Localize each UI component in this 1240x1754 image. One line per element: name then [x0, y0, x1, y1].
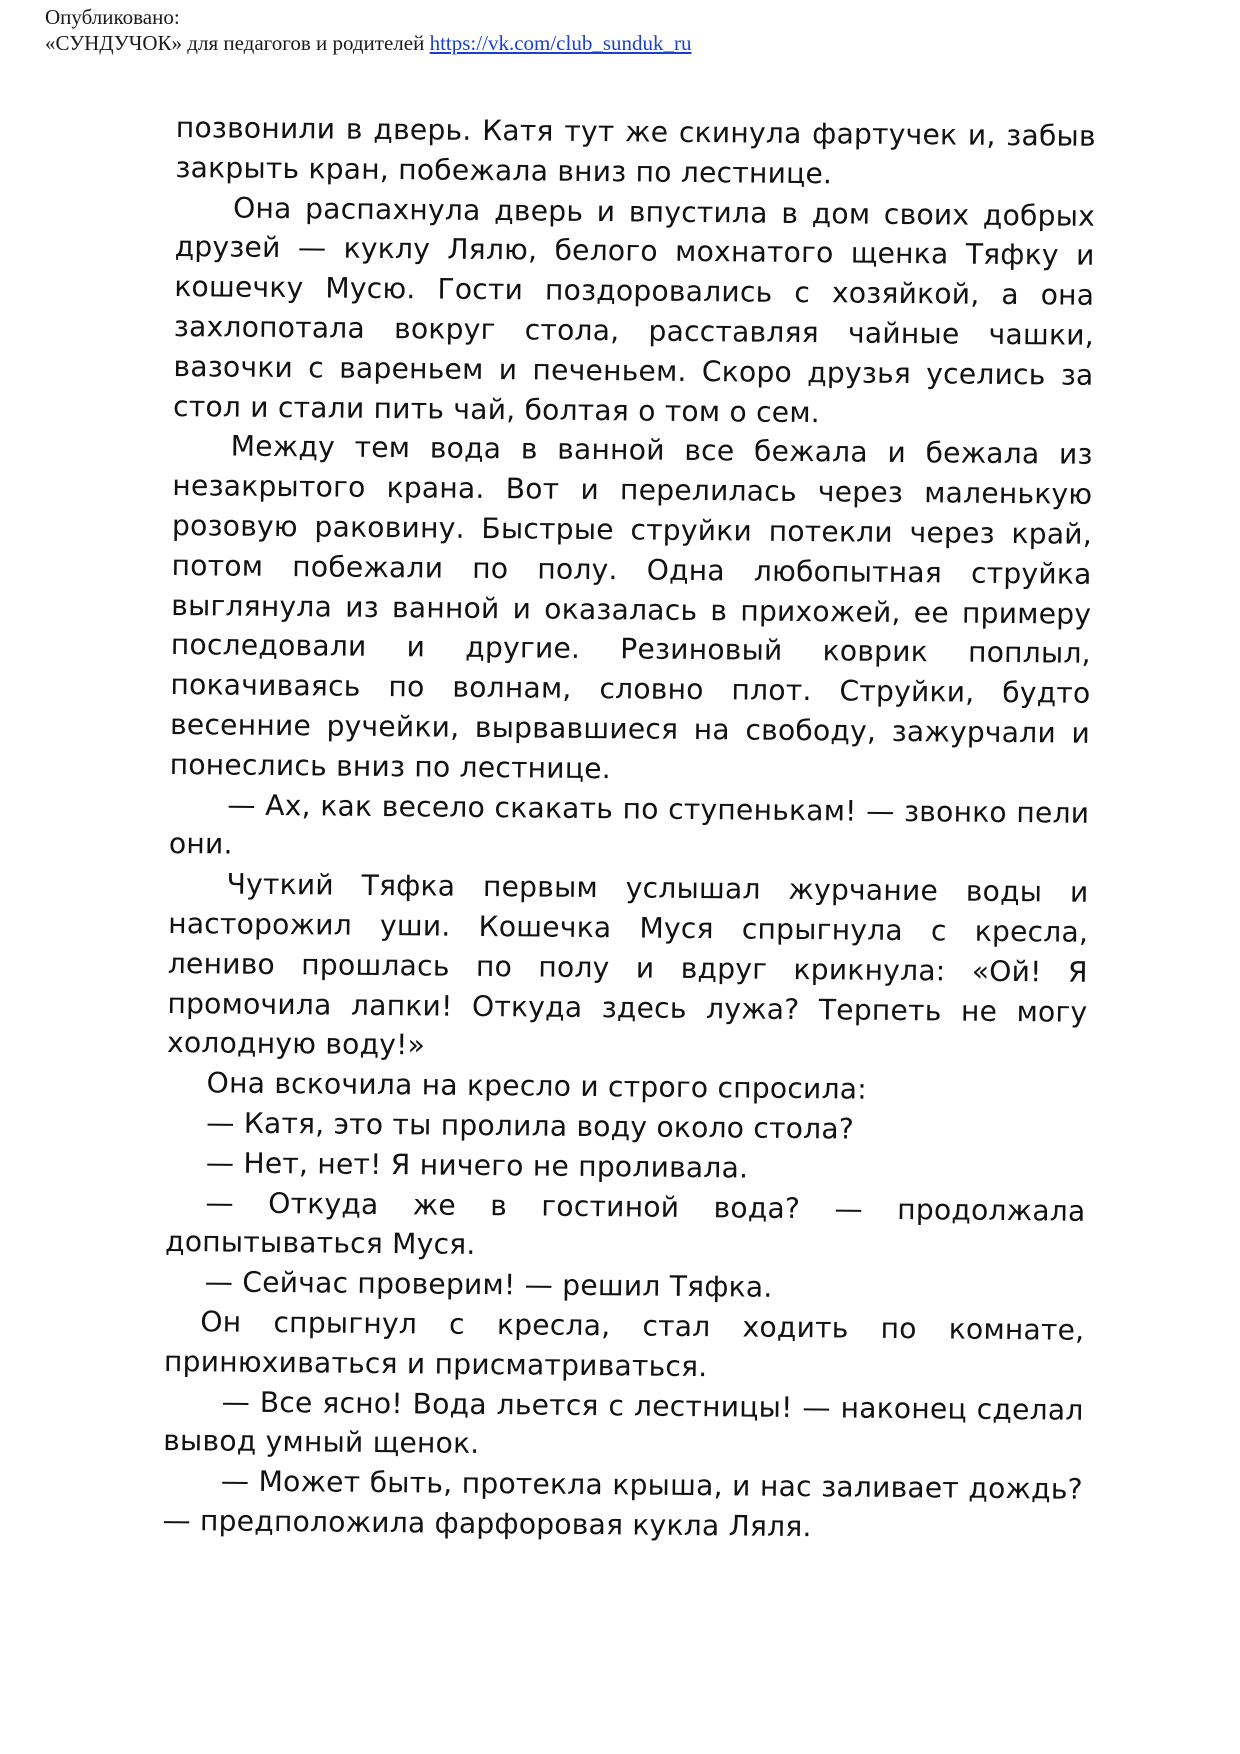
publisher-text: «СУНДУЧОК» для педагогов и родителей: [45, 31, 425, 55]
paragraph-4: — Ах, как весело скакать по ступенькам! — звонко пели они.: [168, 788, 1090, 861]
paragraph-11: Он спрыгнул с кресла, стал ходить по комнате, принюхиваться и присматриваться.: [163, 1305, 1085, 1383]
paragraph-5: Чуткий Тяфка первым услышал журчание воды и насторожил уши. Кошечка Муся спрыгнула с кресла, лениво прошлась по полу и вдруг крикнула: «Ой! Я промочила лапки! Откуда здесь лужа? Терпеть не могу холодную воду!»: [166, 867, 1089, 1062]
paragraph-3: Между тем вода в ванной все бежала и бежала из незакрытого крана. Вот и перелилась через маленькую розовую раковину. Быстрые струйки потекли через край, потом побежали по полу. Одна любопытная струйка выглянула из ванной и оказалась в прихожей, ее примеру последовали и другие. Резиновый коврик поплыл, покачиваясь по волнам, словно плот. Струйки, будто весенние ручейки, вырвавшиеся на свободу, зажурчали и понеслись вниз по лестнице.: [169, 429, 1093, 785]
paragraph-9: — Откуда же в гостиной вода? — продолжала допытываться Муся.: [164, 1185, 1086, 1262]
publisher-line: [45, 30, 692, 56]
published-label: Опубликовано:: [45, 5, 180, 29]
paragraph-8: — Нет, нет! Я ничего не проливала.: [205, 1146, 749, 1185]
publication-header: [45, 4, 692, 56]
paragraph-13: — Может быть, протекла крыша, и нас заливает дождь? — предположила фарфоровая кукла Ляля.: [162, 1464, 1083, 1544]
publisher-link[interactable]: https://vk.com/club_sunduk_ru: [429, 31, 692, 55]
paragraph-7: — Катя, это ты пролила воду около стола?: [206, 1106, 855, 1146]
paragraph-1: позвонили в дверь. Катя тут же скинула фартучек и, забыв закрыть кран, побежала вниз по лестнице.: [175, 110, 1096, 191]
paragraph-12: — Все ясно! Вода льется с лестницы! — наконец сделал вывод умный щенок.: [163, 1384, 1084, 1461]
story-text: [162, 108, 1096, 1549]
paragraph-6: Она вскочила на кресло и строго спросила:: [206, 1066, 868, 1106]
paragraph-10: — Сейчас проверим! — решил Тяфка.: [204, 1265, 773, 1304]
paragraph-2: Она распахнула дверь и впустила в дом своих добрых друзей — куклу Лялю, белого мохнатого щенка Тяфку и кошечку Мусю. Гости поздоровались с хозяйкой, а она захлопотала вокруг стола, расставляя чайные чашки, вазочки с вареньем и печеньем. Скоро друзья уселись за стол и стали пить чай, болтая о том о сем.: [172, 191, 1096, 429]
